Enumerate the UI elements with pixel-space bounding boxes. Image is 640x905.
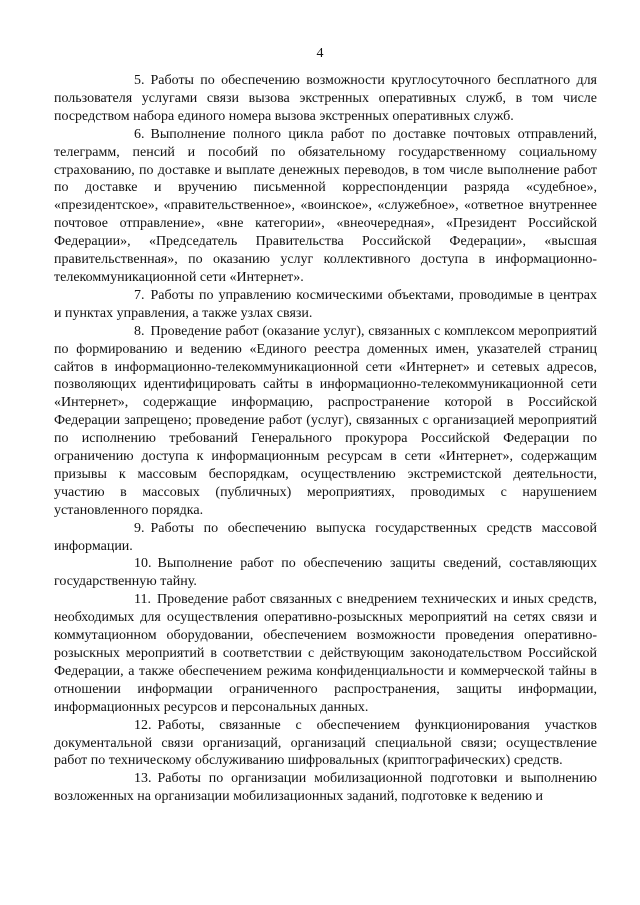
paragraph-8: [54, 323, 597, 520]
paragraph-12: [54, 717, 597, 771]
paragraph-text: Выполнение работ по обеспечению защиты сведений, составляющих государственную тайну.: [54, 556, 597, 590]
paragraph-text: Работы, связанные с обеспечением функционирования участков документальной связи организаций, организаций специальной связи; осуществление работ по техническому обслуживанию шифровальных (криптографических) средств.: [54, 717, 597, 769]
document-body: [54, 72, 597, 806]
paragraph-10: [54, 555, 597, 591]
paragraph-5: [54, 72, 597, 126]
paragraph-number: 12.: [134, 717, 152, 733]
paragraph-text: Проведение работ связанных с внедрением технических и иных средств, необходимых для осуществления оперативно-розыскных мероприятий на сетях связи и коммутационном оборудовании, обеспечением возможности проведения оперативно-розыскных мероприятий в соответствии с действующим законодательством Российской Федерации, а также обеспечением режима конфиденциальности и коммерческой тайны в отношении информации ограниченного распространения, защиты информации, информационных ресурсов и персональных данных.: [54, 592, 597, 715]
paragraph-text: Работы по организации мобилизационной подготовки и выполнению возложенных на организации мобилизационных заданий, подготовке к ведению и: [54, 771, 597, 805]
paragraph-text: Работы по управлению космическими объектами, проводимые в центрах и пунктах управления, а также узлах связи.: [54, 287, 597, 321]
paragraph-text: Проведение работ (оказание услуг), связанных с комплексом мероприятий по формированию и ведению «Единого реестра доменных имен, указателей страниц сайтов в информационно-телекоммуникационной сети «Интернет» и сетевых адресов, позволяющих идентифицировать сайты в информационно-телекоммуникационной сети «Интернет», содержащие информацию, распространение которой в Российской Федерации запрещено; проведение работ (услуг), связанных с организацией мероприятий по исполнению требований Генерального прокурора Российской Федерации по ограничению доступа к информационным ресурсам в сети «Интернет», содержащим призывы к массовым беспорядкам, осуществлению экстремистской деятельности, участию в массовых (публичных) мероприятиях, проводимых с нарушением установленного порядка.: [54, 323, 597, 518]
paragraph-number: 11.: [134, 592, 151, 608]
paragraph-number: 6.: [134, 126, 145, 142]
paragraph-text: Выполнение полного цикла работ по доставке почтовых отправлений, телеграмм, пенсий и пособий по обязательному государственному социальному страхованию, по доставке и выплате денежных переводов, в том числе выполнение работ по доставке и вручению письменной корреспонденции разряда «судебное», «президентское», «правительственное», «воинское», «служебное», «ответное внутреннее почтовое отправление», «вне категории», «внеочередная», «Президент Российской Федерации», «Председатель Правительства Российской Федерации», «высшая правительственная», по оказанию услуг коллективного доступа в информационно-телекоммуникационной сети «Интернет».: [54, 126, 597, 285]
paragraph-11: [54, 591, 597, 716]
paragraph-number: 13.: [134, 771, 152, 787]
paragraph-text: Работы по обеспечению выпуска государственных средств массовой информации.: [54, 520, 597, 554]
paragraph-13: [54, 770, 597, 806]
paragraph-number: 10.: [134, 556, 152, 572]
paragraph-number: 8.: [134, 323, 145, 339]
paragraph-9: [54, 520, 597, 556]
paragraph-number: 5.: [134, 73, 145, 88]
paragraph-text: Работы по обеспечению возможности круглосуточного бесплатного для пользователя услугами связи вызова экстренных оперативных служб, в том числе посредством набора единого номера вызова экстренных оперативных служб.: [54, 73, 597, 124]
paragraph-7: [54, 287, 597, 323]
paragraph-number: 9.: [134, 520, 145, 536]
paragraph-number: 7.: [134, 287, 145, 303]
page-number: 4: [316, 46, 324, 61]
paragraph-6: [54, 126, 597, 287]
